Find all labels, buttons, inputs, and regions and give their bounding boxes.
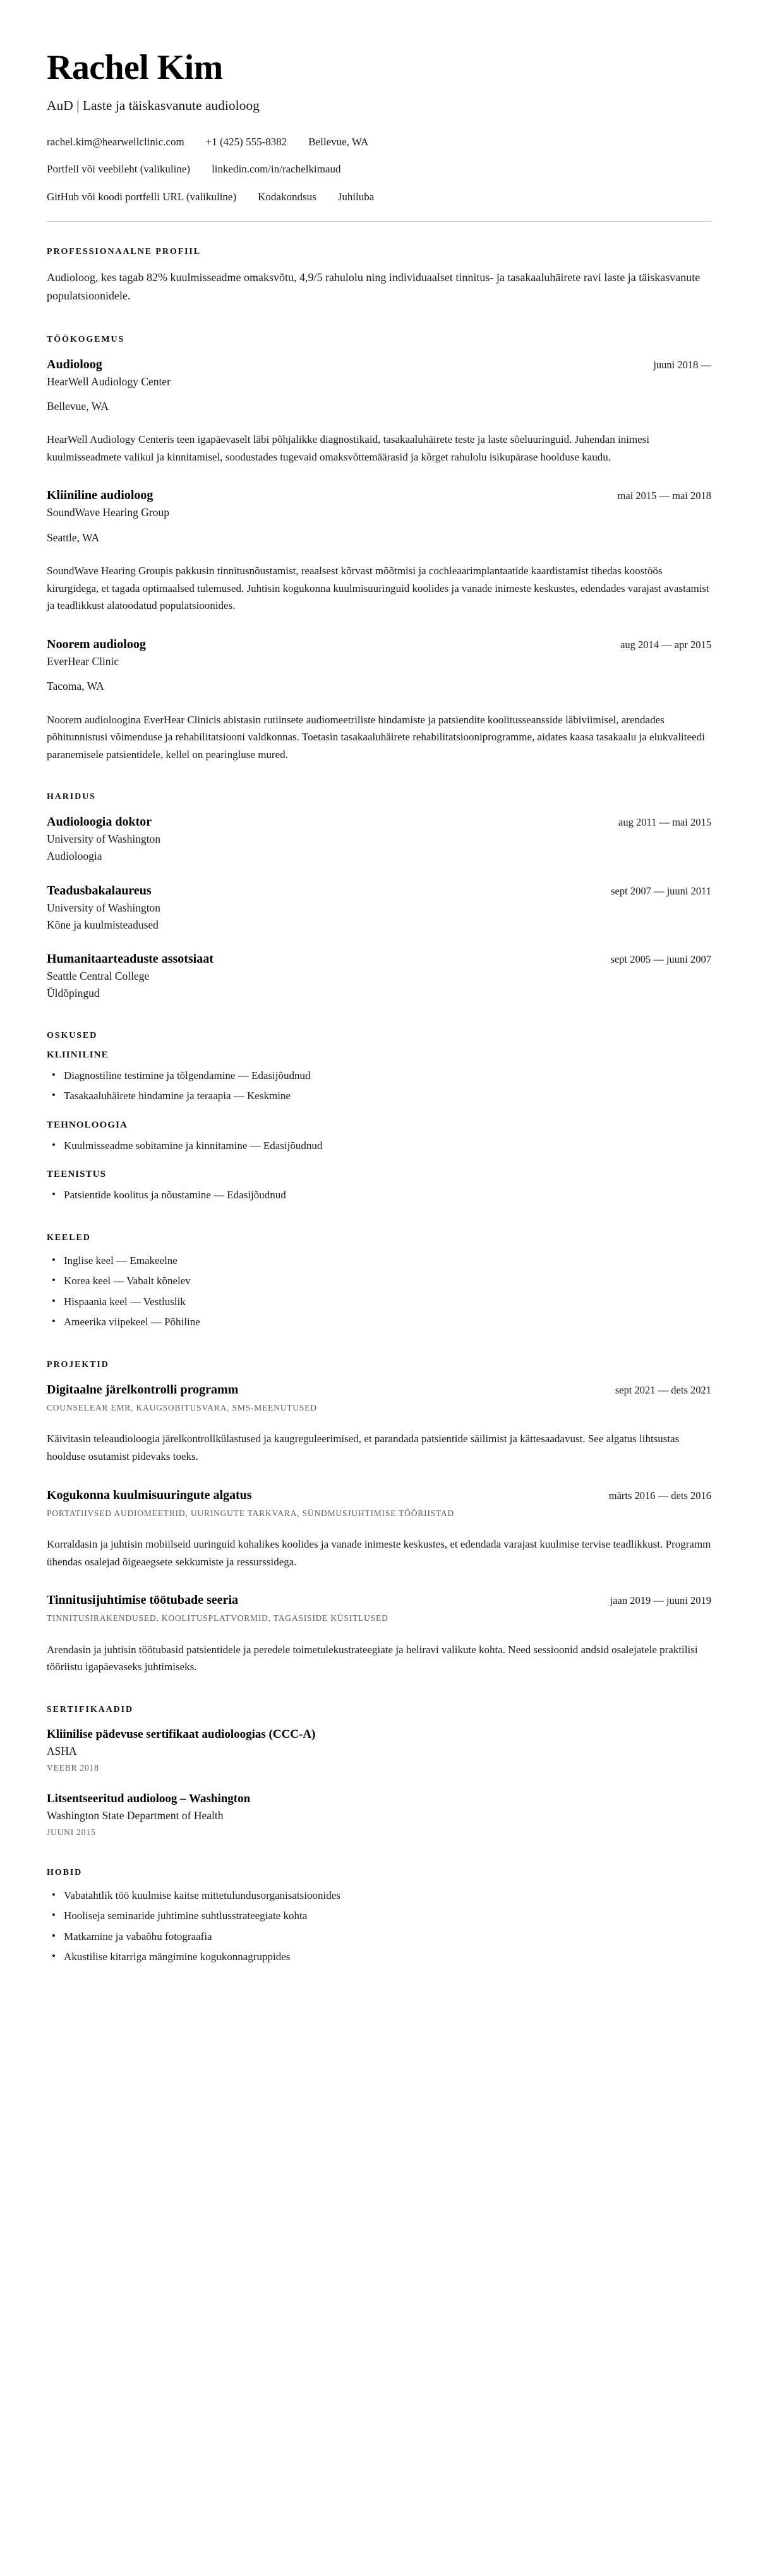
project-name: Kogukonna kuulmisuuringute algatus: [47, 1488, 252, 1502]
job-date: aug 2014 — apr 2015: [620, 638, 711, 651]
job-title: Kliiniline audioloog: [47, 488, 153, 503]
section-title-experience: TÖÖKOGEMUS: [47, 334, 125, 344]
skill-item: • Diagnostiline testimine ja tõlgendamine — Edasijõudnud: [47, 1067, 711, 1085]
certification-name: Kliinilise pädevuse sertifikaat audioloogias (CCC-A): [47, 1727, 316, 1741]
section-skills: [47, 1031, 711, 1204]
resume-sheet: [47, 49, 711, 1966]
job-company: EverHear Clinic: [47, 654, 119, 668]
resume-header: [47, 49, 711, 205]
contact-portfolio[interactable]: Portfell või veebileht (valikuline): [47, 163, 191, 176]
degree-title: Audioloogia doktor: [47, 815, 152, 829]
project-tags: COUNSELEAR EMR, KAUGSOBITUSVARA, SMS-MEENUTUSED: [47, 1402, 317, 1412]
job-location: Seattle, WA: [47, 531, 100, 544]
job-company: HearWell Audiology Center: [47, 375, 171, 388]
education-entry: [47, 814, 711, 865]
field-of-study: Kõne ja kuulmisteadused: [47, 918, 159, 931]
experience-entry-head: [47, 356, 711, 373]
school-name: University of Washington: [47, 901, 161, 914]
certification-entry: [47, 1791, 711, 1839]
project-tags: PORTATIIVSED AUDIOMEETRID, UURINGUTE TARKVARA, SÜNDMUSJUHTIMISE TÖÖRIISTAD: [47, 1508, 455, 1518]
contact-info: [47, 134, 711, 205]
project-name: Tinnitusijuhtimise töötubade seeria: [47, 1593, 238, 1608]
job-description: Noorem audioloogina EverHear Clinicis abistasin rutiinsete audiomeetriliste hindamiste ja patsiendite koolitusseansside läbiviimisel, arendades põhitunnistusi võimenduse ja rehabilitatsiooni valdkonnas. Toetasin tasakaaluhäirete rehabilitatsiooniprogramme, aidates kaasa tasakaalu ja elukvaliteedi paranemisele patsientidele, kellel on pearingluse mured.: [47, 713, 705, 761]
skill-item: • Tasakaaluhäirete hindamine ja teraapia — Keskmine: [47, 1087, 711, 1105]
section-title-skills: OSKUSED: [47, 1030, 98, 1040]
hobby-item: • Hooliseja seminaride juhtimine suhtlusstrateegiate kohta: [47, 1907, 711, 1925]
section-title-certifications: SERTIFIKAADID: [47, 1704, 134, 1714]
job-title: Noorem audioloog: [47, 637, 146, 651]
hobby-item: • Vabatahtlik töö kuulmise kaitse mittetulundusorganisatsioonides: [47, 1887, 711, 1905]
project-date: sept 2021 — dets 2021: [615, 1383, 711, 1396]
project-entry-head: [47, 1592, 711, 1608]
section-title-projects: PROJEKTID: [47, 1359, 109, 1369]
education-entry: [47, 882, 711, 934]
field-of-study: Audioloogia: [47, 850, 102, 863]
school-name: University of Washington: [47, 833, 161, 846]
section-profile: [47, 247, 711, 305]
project-entry: [47, 1592, 711, 1676]
contact-driver-license: Juhiluba: [337, 190, 375, 203]
contact-row-extra: [47, 189, 711, 205]
experience-entry-head: [47, 636, 711, 653]
job-date: juuni 2018 —: [653, 358, 711, 371]
language-item: • Hispaania keel — Vestluslik: [47, 1293, 711, 1311]
job-location: Bellevue, WA: [47, 400, 109, 412]
project-date: märts 2016 — dets 2016: [608, 1489, 711, 1502]
experience-entry: [47, 636, 711, 763]
skill-group-title: TEENISTUS: [47, 1169, 107, 1180]
contact-row-primary: [47, 134, 711, 150]
section-title-hobbies: HOBID: [47, 1867, 83, 1877]
language-list: [47, 1252, 711, 1331]
degree-date: sept 2007 — juuni 2011: [611, 884, 711, 897]
project-entry-head: [47, 1381, 711, 1398]
project-entry: [47, 1487, 711, 1571]
contact-citizenship: Kodakondsus: [258, 190, 316, 203]
certification-entry: [47, 1726, 711, 1774]
project-description: Korraldasin ja juhtisin mobiilseid uuringuid kohalikes koolides ja vanade inimeste keskustes, et edendada varajast kuulmise tervise teadlikkust. Programm ühendas osalejad õigeaegsete sekkumiste ja ressurssidega.: [47, 1538, 711, 1568]
job-title: Audioloog: [47, 357, 102, 371]
language-item: • Korea keel — Vabalt kõnelev: [47, 1272, 711, 1290]
education-entry-head: [47, 882, 711, 899]
contact-email[interactable]: rachel.kim@hearwellclinic.com: [47, 135, 184, 148]
degree-date: aug 2011 — mai 2015: [618, 816, 711, 829]
contact-linkedin[interactable]: linkedin.com/in/rachelkimaud: [212, 163, 341, 176]
section-title-profile: PROFESSIONAALNE PROFIIL: [47, 247, 202, 257]
section-title-education: HARIDUS: [47, 792, 96, 802]
experience-entry: [47, 487, 711, 614]
experience-entry-head: [47, 487, 711, 503]
skill-group: [47, 1050, 711, 1105]
degree-title: Teadusbakalaureus: [47, 883, 152, 898]
project-description: Käivitasin teleaudioloogia järelkontrollkülastused ja kaugreguleerimised, et parandada patsientide säilimist ja kättesaadavust. See algatus lihtsustas hoolduse osutamist pidevaks toeks.: [47, 1433, 680, 1462]
contact-location: Bellevue, WA: [308, 135, 369, 148]
job-location: Tacoma, WA: [47, 680, 104, 693]
language-item: • Inglise keel — Emakeelne: [47, 1252, 711, 1270]
experience-entry: [47, 356, 711, 466]
skill-list: [47, 1067, 711, 1105]
section-certifications: [47, 1705, 711, 1839]
skill-group-title: KLIINILINE: [47, 1049, 109, 1060]
job-description: HearWell Audiology Centeris teen igapäevaselt läbi põhjalikke diagnostikaid, tasakaaluhäirete teste ja laste sõeluuringuid. Juhendan inimesi kuulmisseadmete valikul ja kinnitamisel, soodustades tugevaid omaksvõttemäärasid ja kõrget rahulolu isikupärase hoolduse kaudu.: [47, 433, 650, 463]
certification-name: Litsentseeritud audioloog – Washington: [47, 1791, 251, 1805]
skill-item: • Kuulmisseadme sobitamine ja kinnitamine — Edasijõudnud: [47, 1137, 711, 1155]
education-entry-head: [47, 951, 711, 967]
hobby-list: [47, 1887, 711, 1966]
certification-date: VEEBR 2018: [47, 1762, 99, 1773]
project-tags: TINNITUSIRAKENDUSED, KOOLITUSPLATVORMID, TAGASISIDE KÜSITLUSED: [47, 1613, 388, 1623]
section-projects: [47, 1360, 711, 1676]
education-entry: [47, 951, 711, 1002]
education-entry-head: [47, 814, 711, 830]
certification-date: JUUNI 2015: [47, 1827, 96, 1837]
project-description: Arendasin ja juhtisin töötubasid patsientidele ja peredele toimetulekustrateegiate ja heliravi valikute kohta. Need sessioonid andsid osalejatele praktilisi tööriistu igapäevaseks juhtimiseks.: [47, 1643, 698, 1673]
project-name: Digitaalne järelkontrolli programm: [47, 1382, 239, 1397]
section-hobbies: [47, 1868, 711, 1966]
section-title-languages: KEELED: [47, 1232, 91, 1243]
header-divider: [47, 221, 711, 222]
profile-summary: Audioloog, kes tagab 82% kuulmisseadme omaksvõtu, 4,9/5 rahulolu ning individuaalset tinnitus- ja tasakaaluhäirete ravi laste ja täiskasvanute populatsioonidele.: [47, 271, 701, 303]
project-entry-head: [47, 1487, 711, 1503]
candidate-name: Rachel Kim: [47, 48, 223, 87]
job-company: SoundWave Hearing Group: [47, 506, 169, 519]
skill-group: [47, 1120, 711, 1155]
contact-phone[interactable]: +1 (425) 555-8382: [205, 135, 287, 148]
project-date: jaan 2019 — juuni 2019: [610, 1594, 711, 1607]
school-name: Seattle Central College: [47, 970, 150, 983]
degree-title: Humanitaarteaduste assotsiaat: [47, 952, 214, 966]
skill-group-title: TEHNOLOOGIA: [47, 1119, 128, 1130]
field-of-study: Üldõpingud: [47, 987, 100, 1000]
job-description: SoundWave Hearing Groupis pakkusin tinnitusnõustamist, reaalsest kõrvast mõõtmisi ja cochleaarimplantaatide kaardistamist tihedas koostöös kirurgidega, et tagada optimaalsed tulemused. Juhtisin kogukonna kuulmisuuringuid koolides ja vanade inimeste keskustes, edendades varajast avastamist ja teadlikkust alatoodatud populatsioonides.: [47, 565, 709, 612]
section-experience: [47, 335, 711, 764]
skill-list: [47, 1186, 711, 1204]
skill-list: [47, 1137, 711, 1155]
project-entry: [47, 1381, 711, 1466]
contact-row-web: [47, 161, 711, 178]
hobby-item: • Matkamine ja vabaõhu fotograafia: [47, 1928, 711, 1946]
section-languages: [47, 1233, 711, 1331]
degree-date: sept 2005 — juuni 2007: [610, 953, 711, 966]
skill-group: [47, 1169, 711, 1204]
candidate-headline: AuD | Laste ja täiskasvanute audioloog: [47, 97, 260, 113]
skill-item: • Patsientide koolitus ja nõustamine — Edasijõudnud: [47, 1186, 711, 1204]
section-education: [47, 792, 711, 1002]
hobby-item: • Akustilise kitarriga mängimine kogukonnagruppides: [47, 1948, 711, 1966]
language-item: • Ameerika viipekeel — Põhiline: [47, 1313, 711, 1331]
certification-issuer: Washington State Department of Health: [47, 1809, 224, 1822]
job-date: mai 2015 — mai 2018: [617, 490, 711, 502]
certification-issuer: ASHA: [47, 1745, 77, 1758]
contact-github[interactable]: GitHub või koodi portfelli URL (valikuline): [47, 190, 237, 203]
